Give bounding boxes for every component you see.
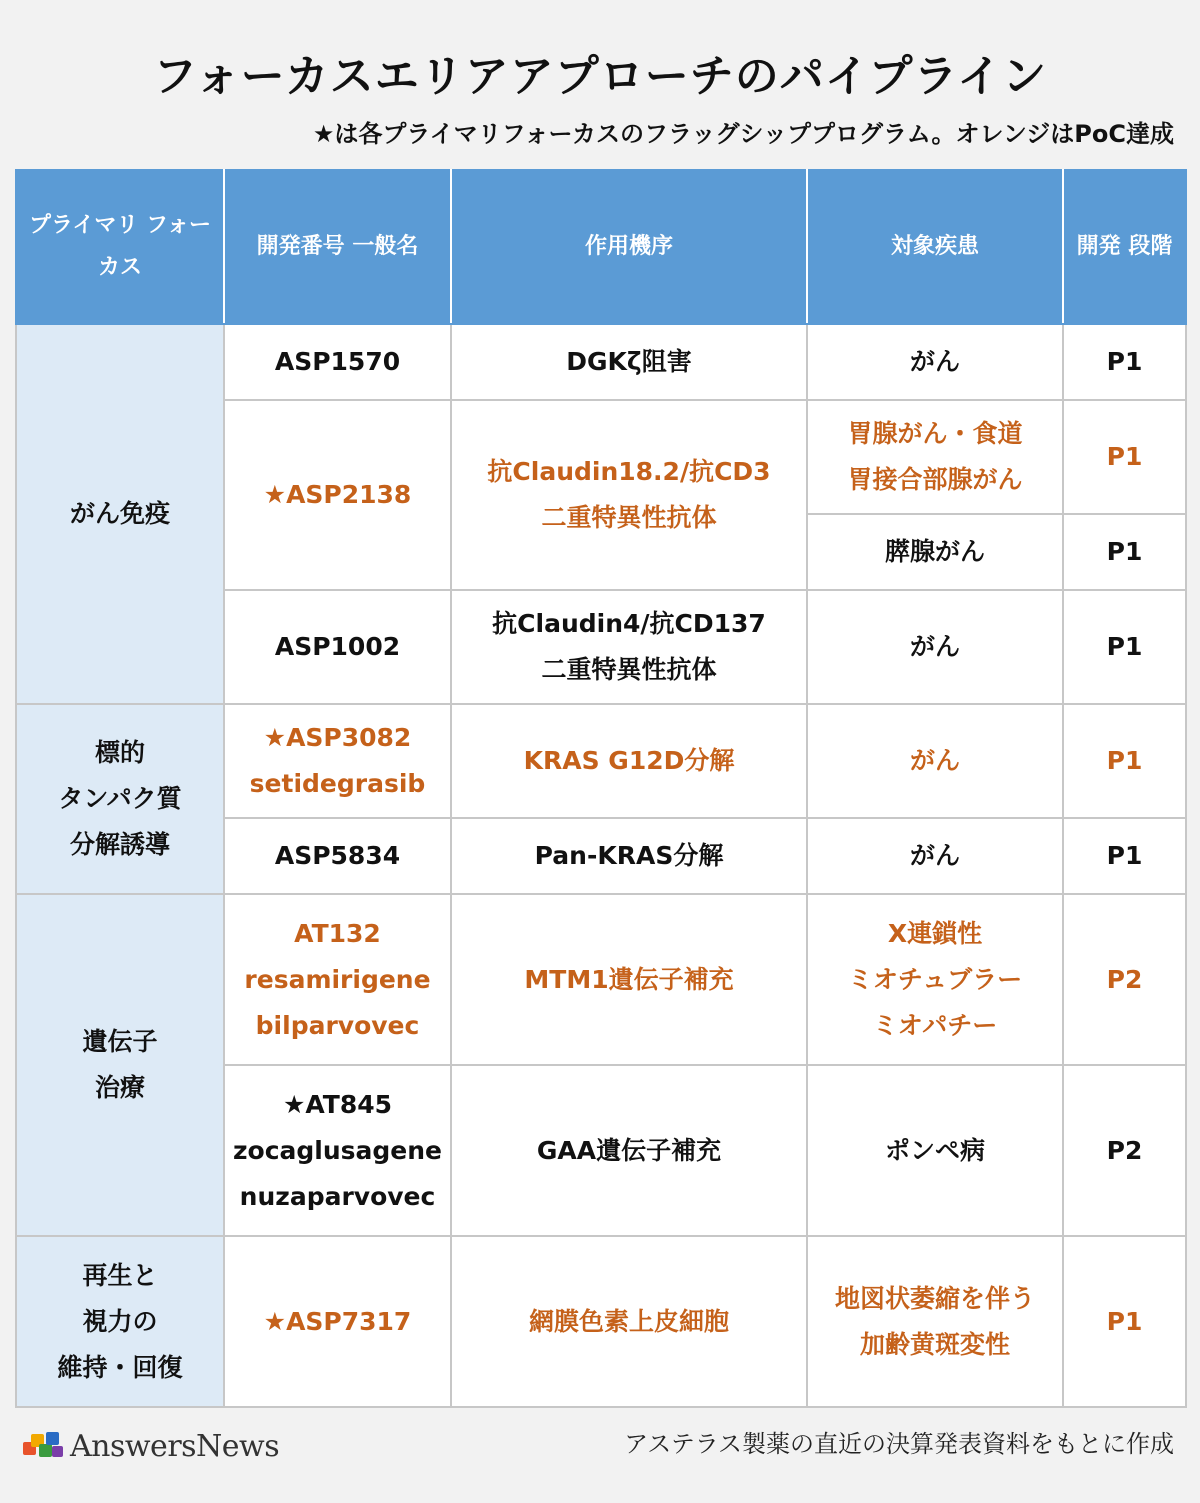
table-row — [16, 704, 1186, 818]
answersnews-logo[interactable] — [22, 1426, 279, 1466]
table-row — [16, 1236, 1186, 1407]
table-header-row — [16, 170, 1186, 324]
header-code: 開発番号 一般名 — [224, 170, 451, 324]
mechanism-cell: KRAS G12D分解 — [451, 704, 807, 818]
disease-cell: がん — [807, 590, 1063, 704]
disease-cell: ポンペ病 — [807, 1065, 1063, 1236]
stage-cell: P2 — [1063, 1065, 1186, 1236]
code-cell: ASP5834 — [224, 818, 451, 894]
table-row — [16, 894, 1186, 1065]
stage-cell: P1 — [1063, 590, 1186, 704]
stage-cell: P1 — [1063, 324, 1186, 400]
header-mechanism: 作用機序 — [451, 170, 807, 324]
disease-cell: がん — [807, 704, 1063, 818]
mechanism-cell: GAA遺伝子補充 — [451, 1065, 807, 1236]
stage-cell: P1 — [1063, 400, 1186, 514]
disease-cell: がん — [807, 324, 1063, 400]
code-cell: AT132 resamirigene bilparvovec — [224, 894, 451, 1065]
header-disease: 対象疾患 — [807, 170, 1063, 324]
code-cell: ★ASP2138 — [224, 400, 451, 590]
pipeline-table — [15, 169, 1187, 1408]
page-subtitle: ★は各プライマリフォーカスのフラッグシッププログラム。オレンジはPoC達成 — [312, 120, 1174, 148]
focus-cell-vision: 再生と 視力の 維持・回復 — [16, 1236, 224, 1407]
mechanism-cell: 抗Claudin4/抗CD137 二重特異性抗体 — [451, 590, 807, 704]
disease-cell: X連鎖性 ミオチュブラー ミオパチー — [807, 894, 1063, 1065]
mechanism-cell: Pan-KRAS分解 — [451, 818, 807, 894]
code-cell: ASP1570 — [224, 324, 451, 400]
code-cell: ★ASP3082 setidegrasib — [224, 704, 451, 818]
mechanism-cell: 網膜色素上皮細胞 — [451, 1236, 807, 1407]
stage-cell: P2 — [1063, 894, 1186, 1065]
focus-cell-immuno: がん免疫 — [16, 324, 224, 704]
disease-cell: 地図状萎縮を伴う 加齢黄斑変性 — [807, 1236, 1063, 1407]
table-row — [16, 324, 1186, 400]
stage-cell: P1 — [1063, 514, 1186, 590]
disease-cell: 胃腺がん・食道 胃接合部腺がん — [807, 400, 1063, 514]
puzzle-pieces-icon — [22, 1428, 66, 1464]
code-cell: ★AT845 zocaglusagene nuzaparvovec — [224, 1065, 451, 1236]
disease-cell: 膵腺がん — [807, 514, 1063, 590]
brand-name: AnswersNews — [70, 1428, 280, 1464]
mechanism-cell: 抗Claudin18.2/抗CD3 二重特異性抗体 — [451, 400, 807, 590]
header-focus: プライマリ フォーカス — [16, 170, 224, 324]
mechanism-cell: MTM1遺伝子補充 — [451, 894, 807, 1065]
page-title: フォーカスエリアアプローチのパイプライン — [152, 51, 1048, 102]
focus-cell-gene: 遺伝子 治療 — [16, 894, 224, 1236]
stage-cell: P1 — [1063, 1236, 1186, 1407]
stage-cell: P1 — [1063, 818, 1186, 894]
mechanism-cell: DGKζ阻害 — [451, 324, 807, 400]
header-stage: 開発 段階 — [1063, 170, 1186, 324]
stage-cell: P1 — [1063, 704, 1186, 818]
source-note: アステラス製薬の直近の決算発表資料をもとに作成 — [624, 1430, 1174, 1458]
focus-cell-degrader: 標的 タンパク質 分解誘導 — [16, 704, 224, 894]
code-cell: ASP1002 — [224, 590, 451, 704]
code-cell: ★ASP7317 — [224, 1236, 451, 1407]
disease-cell: がん — [807, 818, 1063, 894]
